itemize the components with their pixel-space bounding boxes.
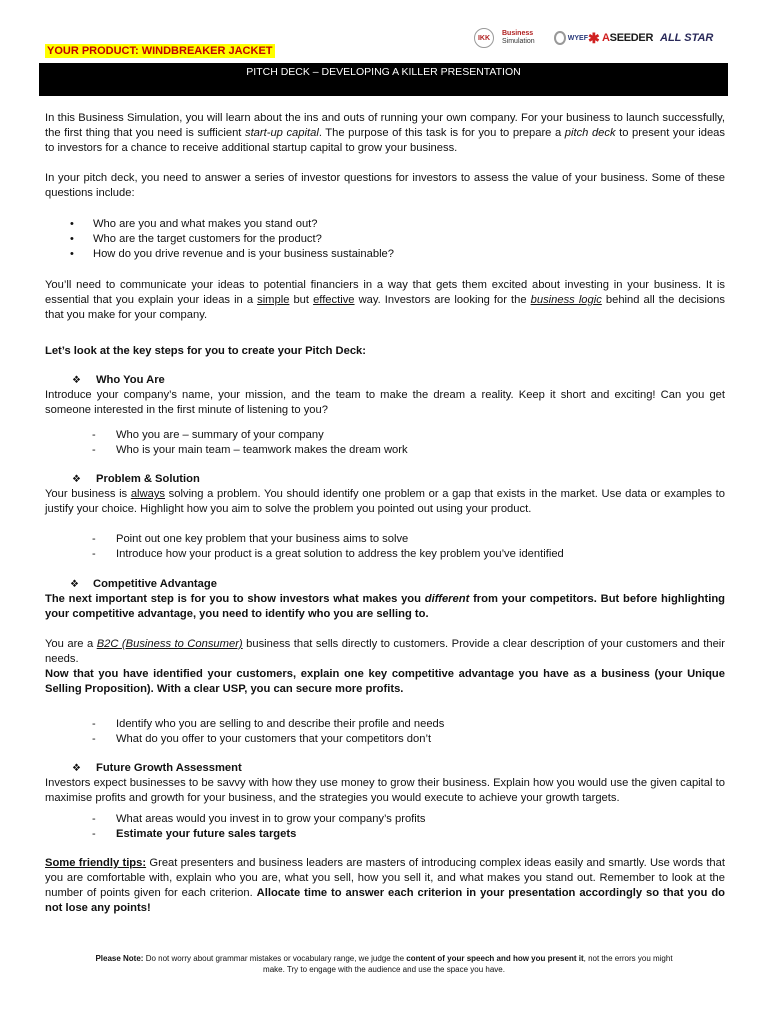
question-item: Who are the target customers for the product? xyxy=(93,233,322,245)
allstar-logo: ALL STAR xyxy=(660,32,714,44)
bullet-dot: • xyxy=(70,233,74,245)
aseeder-logo-text: SEEDER xyxy=(609,32,654,44)
dash-bullet: - xyxy=(92,813,96,825)
b2c-term: B2C (Business to Consumer) xyxy=(96,638,243,650)
ikk-logo xyxy=(474,26,498,50)
intro-p3-text-a: You’ll need to communicate your ideas to potential financiers in a way that gets them excited about investing in your business. It is essential that you explain your ideas in a xyxy=(45,279,725,306)
diamond-bullet-icon: ❖ xyxy=(72,375,81,386)
ikk-logo-mark: IKK xyxy=(474,28,494,48)
footer-note-text-b: , not the errors you might xyxy=(583,954,673,963)
intro-p3-text-c: way. Investors are looking for the xyxy=(354,294,531,306)
usp-text: Now that you have identified your customers, explain one key competitive advantage you have as a business (your Unique Selling Proposition). With a clear USP, you can secure more profits. xyxy=(45,668,725,695)
who-item: Who you are – summary of your company xyxy=(116,429,324,441)
footer-note-text-a: Do not worry about grammar mistakes or vocabulary range, we judge the xyxy=(143,954,407,963)
who-item: Who is your main team – teamwork makes the dream work xyxy=(116,444,408,456)
title-bar xyxy=(39,63,728,96)
aseeder-logo xyxy=(602,26,652,50)
competitive-item: Identify who you are selling to and describe their profile and needs xyxy=(116,718,445,730)
intro-p3-effective: effective xyxy=(313,294,355,306)
sponsor-logos xyxy=(474,26,720,50)
intro-p1-startup-capital: start-up capital xyxy=(244,127,319,139)
footer-note-line-2: make. Try to engage with the audience and use the space you have. xyxy=(263,965,505,974)
competitive-intro-b: from your competitors. But before highlighting your competitive advantage, you need to identify who you are selling to. xyxy=(45,593,726,620)
growth-heading: Future Growth Assessment xyxy=(96,762,242,774)
dash-bullet: - xyxy=(92,533,96,545)
dash-bullet: - xyxy=(92,718,96,730)
intro-p1-text-a: In this Business Simulation, you will learn about the ins and outs of running your own company. For your business to launch successfully, the first thing that you need is sufficient xyxy=(45,112,725,139)
growth-item: What areas would you invest in to grow your company’s profits xyxy=(116,813,426,825)
intro-paragraph-3 xyxy=(45,278,725,323)
tips-bold-text: Allocate time to answer each criterion in your presentation accordingly so that you do not lose any points! xyxy=(45,887,725,914)
diamond-bullet-icon: ❖ xyxy=(72,763,81,774)
footer-note-bold: content of your speech and how you present it xyxy=(406,954,584,963)
intro-p1-pitch-deck: pitch deck xyxy=(564,127,616,139)
competitive-intro xyxy=(45,592,725,622)
intro-p3-simple: simple xyxy=(257,294,290,306)
wyef-logo-text: WYEF xyxy=(567,34,588,42)
problem-heading: Problem & Solution xyxy=(96,473,200,485)
diamond-bullet-icon: ❖ xyxy=(70,579,79,590)
question-item: How do you drive revenue and is your business sustainable? xyxy=(93,248,394,260)
problem-item: Point out one key problem that your business aims to solve xyxy=(116,533,409,545)
intro-p1-text-c: to present your ideas to investors for a chance to receive additional startup capital to grow your business. xyxy=(45,127,725,154)
b2c-text xyxy=(45,637,725,667)
who-heading: Who You Are xyxy=(96,374,165,386)
bullet-dot: • xyxy=(70,218,74,230)
competitive-item: What do you offer to your customers that your competitors don’t xyxy=(116,733,432,745)
problem-text-a: Your business is xyxy=(45,488,131,500)
competitive-heading: Competitive Advantage xyxy=(93,578,217,590)
intro-paragraph-2: In your pitch deck, you need to answer a series of investor questions for investors to assess the value of your business. Some of these questions include: xyxy=(45,172,725,199)
footer-note-label: Please Note: xyxy=(95,954,144,963)
business-simulation-logo-line2: Simulation xyxy=(502,38,535,45)
b2c-text-a: You are a xyxy=(45,638,97,650)
intro-p3-text-b: but xyxy=(289,294,314,306)
b2c-text-b: business that sells directly to customers. Provide a clear description of your customers and their needs. xyxy=(45,638,726,665)
business-simulation-logo-line1: Business xyxy=(502,30,534,37)
steps-heading: Let’s look at the key steps for you to create your Pitch Deck: xyxy=(45,345,367,357)
who-text: Introduce your company’s name, your mission, and the team to make the dream a reality. Keep it short and exciting! Can you get someone interested in the first minute of listening to you? xyxy=(45,389,725,416)
wyef-ring-icon xyxy=(554,31,566,45)
intro-p3-business-logic: business logic xyxy=(530,294,602,306)
bullet-dot: • xyxy=(70,248,74,260)
star-icon: ✱ xyxy=(588,29,600,46)
footer-note xyxy=(40,953,728,964)
tips-text: Great presenters and business leaders are masters of introducing complex ideas easily and smartly. Use words that you are comfortable with, explain who you are, what you sell, how you sell it, and what makes you stand out. Remember to look at the number of points given for each criterion. xyxy=(45,857,725,899)
wyef-logo xyxy=(554,26,588,50)
problem-text xyxy=(45,487,725,517)
growth-item: Estimate your future sales targets xyxy=(116,828,297,840)
diamond-bullet-icon: ❖ xyxy=(72,474,81,485)
dash-bullet: - xyxy=(92,733,96,745)
tips-paragraph xyxy=(45,856,725,916)
intro-p1-text-b: . The purpose of this task is for you to prepare a xyxy=(318,127,565,139)
aseeder-logo-a: A xyxy=(602,32,610,44)
problem-text-always: always xyxy=(130,488,166,500)
business-simulation-logo xyxy=(502,26,552,50)
growth-text: Investors expect businesses to be savvy with how they use money to grow their business. Explain how you would use the given capital to maximise profits and growth for your business, and the strategies you would execute to achieve your growth targets. xyxy=(45,777,725,804)
dash-bullet: - xyxy=(92,444,96,456)
competitive-intro-different: different xyxy=(424,593,470,605)
page-title: PITCH DECK – DEVELOPING A KILLER PRESENTATION xyxy=(246,66,521,78)
competitive-intro-a: The next important step is for you to show investors what makes you xyxy=(45,593,425,605)
intro-p3-text-d: behind all the decisions that you make for your company. xyxy=(45,294,725,321)
problem-text-b: solving a problem. You should identify one problem or a gap that exists in the market. Use data or examples to justify your choice. Highlight how you aim to solve the problem you pointed out using your product. xyxy=(45,488,725,515)
dash-bullet: - xyxy=(92,548,96,560)
intro-paragraph-1 xyxy=(45,111,725,156)
dash-bullet: - xyxy=(92,828,96,840)
product-label: YOUR PRODUCT: WINDBREAKER JACKET xyxy=(47,45,273,57)
dash-bullet: - xyxy=(92,429,96,441)
tips-label: Some friendly tips: xyxy=(45,857,147,869)
problem-item: Introduce how your product is a great solution to address the key problem you’ve identified xyxy=(116,548,564,560)
question-item: Who are you and what makes you stand out? xyxy=(93,218,318,230)
